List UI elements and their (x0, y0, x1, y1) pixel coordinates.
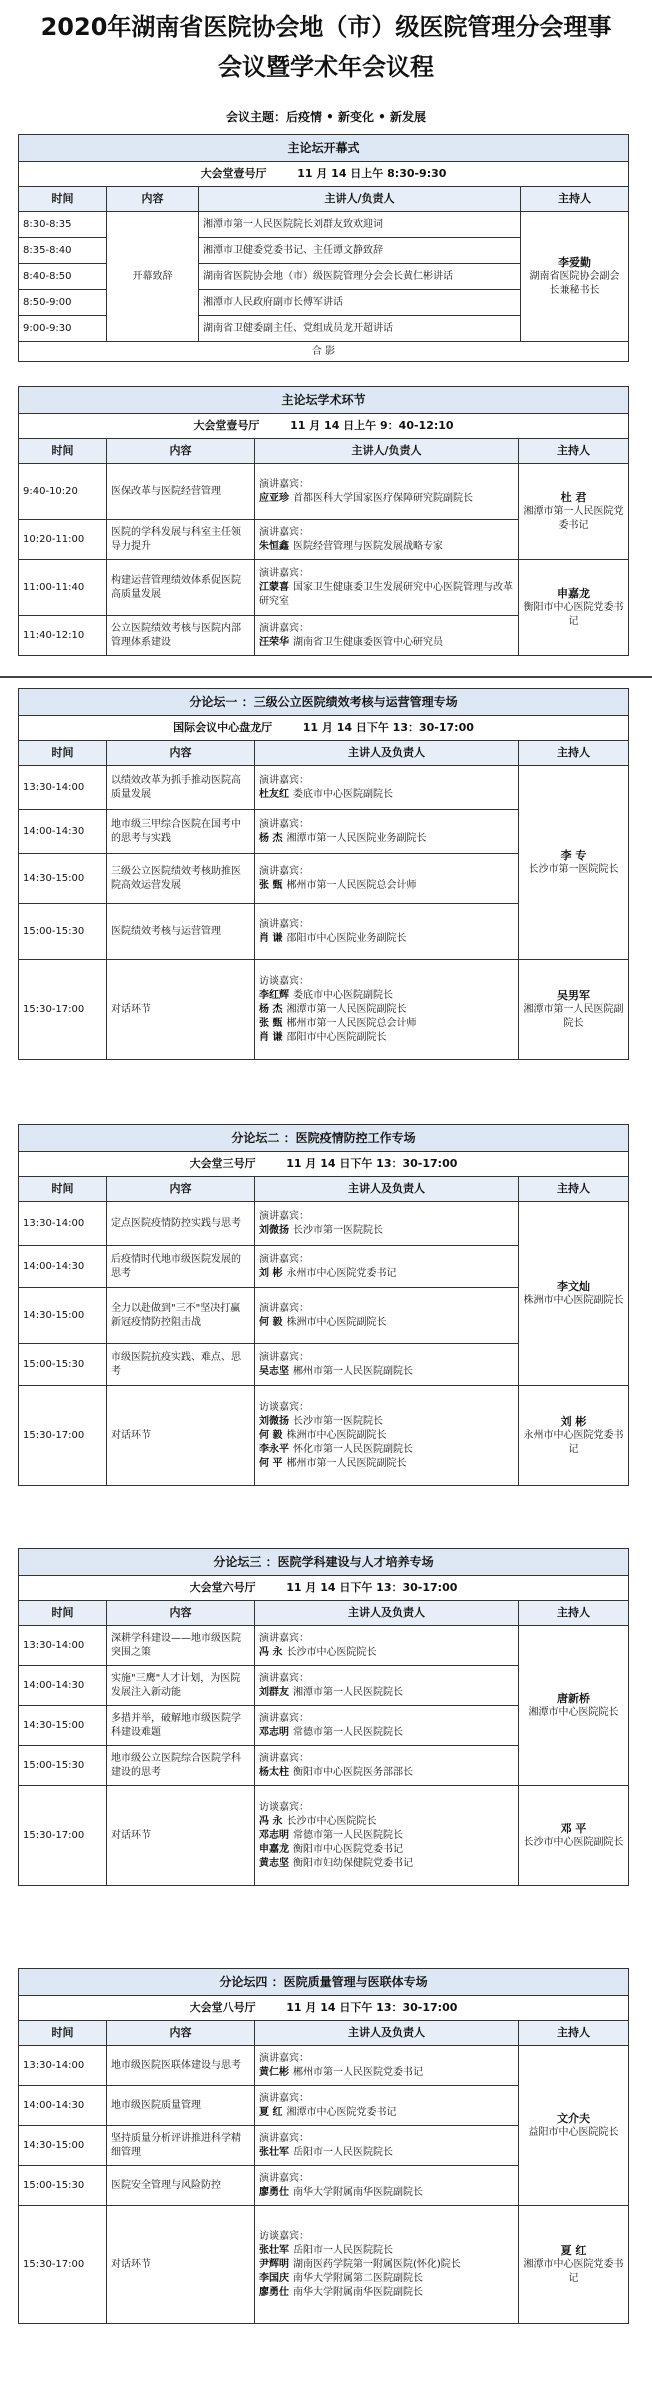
speaker-detail: 长沙市中心医院院长 (286, 1646, 377, 1658)
table-cell-speaker (255, 2086, 519, 2126)
academic-venue-date (19, 414, 629, 439)
speaker-detail: 郴州市第一人民医院总会计师 (286, 879, 417, 891)
interview-label: 访谈嘉宾： (259, 2230, 309, 2242)
table-cell-time: 15:30-17:00 (19, 1786, 107, 1886)
table-cell-content: 对话环节 (107, 2206, 255, 2324)
sub4-host-2 (519, 2206, 629, 2324)
sub4-venue-date (19, 1996, 629, 2021)
table-cell-time: 8:40-8:50 (19, 264, 107, 290)
speech-label: 演讲嘉宾： (259, 478, 309, 490)
table-cell-speaker (255, 2046, 519, 2086)
speech-label: 演讲嘉宾： (259, 818, 309, 830)
table-cell-speaker (255, 2126, 519, 2166)
host-name: 唐新桥 (557, 1691, 590, 1705)
guest-detail: 邵阳市中心医院副院长 (286, 1031, 387, 1043)
guest-name: 肖 谦 (259, 1031, 283, 1043)
academic-table (18, 386, 629, 656)
guest-name: 刘微扬 (259, 1415, 289, 1427)
sub2-host-2 (519, 1386, 629, 1486)
group-photo: 合 影 (19, 342, 629, 362)
table-cell-time: 11:40-12:10 (19, 616, 107, 656)
host-title: 衡阳市中心医院党委书记 (523, 601, 624, 627)
table-cell-time: 14:30-15:00 (19, 2126, 107, 2166)
sub1-venue-date (19, 716, 629, 741)
guest-name: 廖勇仕 (259, 2286, 289, 2298)
sub2-host-1 (519, 1202, 629, 1386)
table-cell-time: 14:00-14:30 (19, 2086, 107, 2126)
speech-label: 演讲嘉宾： (259, 774, 309, 786)
host-name: 邓 平 (560, 1821, 587, 1835)
host-title: 湘潭市中心医院党委书记 (523, 2258, 624, 2284)
col-content: 内容 (107, 1177, 255, 1202)
speaker-detail: 医院经营管理与医院发展战略专家 (293, 540, 443, 552)
interview-guest (259, 2258, 514, 2272)
sub4-title: 分论坛四 ：医院质量管理与医联体专场 (19, 1969, 629, 1996)
guest-name: 尹辉明 (259, 2258, 289, 2270)
table-cell-speaker (255, 1706, 519, 1746)
col-time: 时间 (19, 1177, 107, 1202)
opening-venue: 大会堂壹号厅 (200, 167, 267, 180)
interview-label: 访谈嘉宾： (259, 1801, 309, 1813)
speech-label: 演讲嘉宾： (259, 1672, 309, 1684)
col-speaker: 主讲人/负责人 (199, 187, 521, 212)
table-cell-time: 8:50-9:00 (19, 290, 107, 316)
host-title: 湘潭市中心医院院长 (528, 1706, 619, 1718)
sub1-table (18, 688, 629, 1060)
host-name: 李 专 (560, 848, 587, 862)
academic-host-2 (519, 560, 629, 656)
col-speaker: 主讲人及负责人 (255, 1601, 519, 1626)
speaker-detail: 南华大学附属南华医院副院长 (293, 2186, 423, 2198)
host-name: 李文灿 (557, 1279, 590, 1293)
interview-guest (259, 1415, 514, 1429)
table-cell-content: 多措并举，破解地市级医院学科建设难题 (107, 1706, 255, 1746)
speaker-detail: 湘潭市第一人民医院院长 (293, 1686, 403, 1698)
host-title: 长沙市第一医院院长 (528, 863, 619, 875)
speaker-name: 张 甄 (259, 879, 283, 891)
interview-guest (259, 1857, 514, 1871)
speaker-name: 何 毅 (259, 1316, 283, 1328)
page-title-line2: 会议暨学术年会议程 (218, 53, 434, 81)
interview-cell (255, 1786, 519, 1886)
table-cell-time: 15:30-17:00 (19, 2206, 107, 2324)
table-cell-content: 三级公立医院绩效考核助推医院高效运营发展 (107, 854, 255, 904)
interview-guest (259, 1829, 514, 1843)
interview-guest (259, 989, 514, 1003)
sub2-table (18, 1124, 629, 1486)
sub2-date: 11 月 14 日下午 13：30-17:00 (286, 1157, 458, 1170)
speaker-detail: 邵阳市中心医院业务副院长 (286, 932, 407, 944)
table-cell-content: 公立医院绩效考核与医院内部管理体系建设 (107, 616, 255, 656)
col-content: 内容 (107, 187, 199, 212)
guest-name: 李国庆 (259, 2272, 289, 2284)
interview-guest (259, 1031, 514, 1045)
speaker-detail: 岳阳市一人民医院院长 (293, 2146, 393, 2158)
table-cell-speaker: 湖南省医院协会地（市）级医院管理分会会长黄仁彬讲话 (199, 264, 521, 290)
table-cell-speaker (255, 1288, 519, 1344)
host-name: 杜 君 (560, 490, 587, 504)
interview-label: 访谈嘉宾： (259, 1401, 309, 1413)
table-cell-time: 14:00-14:30 (19, 1246, 107, 1288)
speech-label: 演讲嘉宾： (259, 918, 309, 930)
guest-name: 冯 永 (259, 1815, 283, 1827)
speaker-name: 夏 红 (259, 2106, 283, 2118)
col-speaker: 主讲人及负责人 (255, 2021, 519, 2046)
speaker-name: 江蒙喜 (259, 581, 289, 593)
opening-table (18, 134, 629, 362)
speaker-name: 杜友红 (259, 788, 289, 800)
interview-guest (259, 1443, 514, 1457)
speaker-detail: 长沙市第一医院院长 (293, 1224, 383, 1236)
opening-content: 开幕致辞 (107, 212, 199, 342)
col-content: 内容 (107, 1601, 255, 1626)
sub4-date: 11 月 14 日下午 13：30-17:00 (286, 2001, 458, 2014)
sub3-host-2 (519, 1786, 629, 1886)
table-cell-content: 医保改革与医院经营管理 (107, 464, 255, 520)
sub1-title: 分论坛一 ：三级公立医院绩效考核与运营管理专场 (19, 689, 629, 716)
host-name: 夏 红 (560, 2243, 587, 2257)
host-title: 湖南省医院协会副会长兼秘书长 (529, 270, 620, 296)
table-cell-content: 市级医院抗疫实践、难点、思考 (107, 1344, 255, 1386)
guest-detail: 南华大学附属第二医院副院长 (293, 2272, 423, 2284)
table-cell-content: 医院安全管理与风险防控 (107, 2166, 255, 2206)
speech-label: 演讲嘉宾： (259, 2172, 309, 2184)
table-cell-speaker: 湘潭市卫健委党委书记、主任谭文静致辞 (199, 238, 521, 264)
col-speaker: 主讲人及负责人 (255, 1177, 519, 1202)
host-name: 李爱勤 (558, 255, 591, 269)
table-cell-time: 11:00-11:40 (19, 560, 107, 616)
academic-date: 11 月 14 日上午 9：40-12:10 (290, 419, 454, 432)
sub2-venue-date (19, 1152, 629, 1177)
speaker-name: 汪荣华 (259, 636, 289, 648)
speech-label: 演讲嘉宾： (259, 526, 309, 538)
speaker-name: 杨太柱 (259, 1766, 289, 1778)
speaker-detail: 衡阳市中心医院医务部部长 (293, 1766, 413, 1778)
col-host: 主持人 (519, 439, 629, 464)
table-cell-content: 全力以赴做到"三不"坚决打赢新冠疫情防控阻击战 (107, 1288, 255, 1344)
guest-detail: 湖南医药学院第一附属医院(怀化)院长 (293, 2258, 461, 2270)
speaker-name: 张壮军 (259, 2146, 289, 2158)
table-cell-time: 13:30-14:00 (19, 1202, 107, 1246)
academic-host-1 (519, 464, 629, 560)
table-cell-time: 15:00-15:30 (19, 904, 107, 960)
speaker-detail: 永州市中心医院党委书记 (286, 1267, 397, 1279)
sub4-table (18, 1968, 629, 2324)
interview-guest (259, 1017, 514, 1031)
table-cell-time: 15:00-15:30 (19, 2166, 107, 2206)
speaker-name: 朱恒鑫 (259, 540, 289, 552)
table-cell-time: 14:30-15:00 (19, 854, 107, 904)
host-title: 益阳市中心医院院长 (528, 2126, 619, 2138)
guest-name: 邓志明 (259, 1829, 289, 1841)
table-cell-speaker: 湘潭市人民政府副市长傅军讲话 (199, 290, 521, 316)
speaker-name: 刘群友 (259, 1686, 289, 1698)
table-cell-content: 坚持质量分析评讲推进科学精细管理 (107, 2126, 255, 2166)
interview-label: 访谈嘉宾： (259, 975, 309, 987)
sub1-host-1 (519, 766, 629, 960)
guest-name: 杨 杰 (259, 1003, 283, 1015)
table-cell-speaker (255, 1666, 519, 1706)
table-cell-speaker (255, 2166, 519, 2206)
speaker-detail: 国家卫生健康委卫生发展研究中心医院管理与改革研究室 (259, 581, 513, 607)
guest-detail: 郴州市第一人民医院副院长 (286, 1457, 407, 1469)
col-host: 主持人 (519, 741, 629, 766)
table-cell-speaker (255, 1626, 519, 1666)
speech-label: 演讲嘉宾： (259, 1712, 309, 1724)
table-cell-content: 后疫情时代地市级医院发展的思考 (107, 1246, 255, 1288)
interview-guest (259, 1843, 514, 1857)
host-name: 刘 彬 (560, 1414, 587, 1428)
table-cell-time: 13:30-14:00 (19, 766, 107, 810)
guest-name: 张 甄 (259, 1017, 283, 1029)
opening-date: 11 月 14 日上午 8:30-9:30 (297, 167, 447, 180)
speaker-detail: 湖南省卫生健康委医管中心研究员 (293, 636, 443, 648)
academic-venue: 大会堂壹号厅 (193, 419, 260, 432)
sub3-host-1 (519, 1626, 629, 1786)
table-cell-time: 15:00-15:30 (19, 1344, 107, 1386)
table-cell-time: 13:30-14:00 (19, 2046, 107, 2086)
sub1-date: 11 月 14 日下午 13：30-17:00 (302, 721, 474, 734)
host-name: 申嘉龙 (557, 586, 590, 600)
table-cell-speaker (255, 904, 519, 960)
guest-name: 申嘉龙 (259, 1843, 289, 1855)
section-divider (0, 676, 652, 678)
table-cell-content: 实施"三鹰"人才计划，为医院发展注入新动能 (107, 1666, 255, 1706)
table-cell-content: 构建运营管理绩效体系促医院高质量发展 (107, 560, 255, 616)
speaker-name: 肖 谦 (259, 932, 283, 944)
interview-guest (259, 2286, 514, 2300)
guest-detail: 郴州市第一人民医院总会计师 (286, 1017, 417, 1029)
speaker-name: 吴志坚 (259, 1365, 289, 1377)
speech-label: 演讲嘉宾： (259, 1752, 309, 1764)
guest-detail: 常德市第一人民医院院长 (293, 1829, 403, 1841)
table-cell-time: 14:00-14:30 (19, 810, 107, 854)
guest-detail: 怀化市第一人民医院副院长 (293, 1443, 413, 1455)
guest-detail: 娄底市中心医院副院长 (293, 989, 393, 1001)
speaker-detail: 郴州市第一人民医院副院长 (293, 1365, 413, 1377)
table-cell-content: 对话环节 (107, 1786, 255, 1886)
table-cell-time: 14:30-15:00 (19, 1706, 107, 1746)
academic-title: 主论坛学术环节 (19, 387, 629, 414)
table-cell-content: 深耕学科建设——地市级医院突围之策 (107, 1626, 255, 1666)
speaker-name: 应亚珍 (259, 492, 289, 504)
guest-detail: 衡阳市妇幼保健院党委书记 (293, 1857, 413, 1869)
interview-guest (259, 1003, 514, 1017)
table-cell-content: 对话环节 (107, 960, 255, 1060)
table-cell-content: 地市级公立医院综合医院学科建设的思考 (107, 1746, 255, 1786)
host-title: 长沙市中心医院副院长 (523, 1836, 624, 1848)
sub3-date: 11 月 14 日下午 13：30-17:00 (286, 1581, 458, 1594)
speech-label: 演讲嘉宾： (259, 1351, 309, 1363)
sub3-venue-date (19, 1576, 629, 1601)
interview-guest (259, 1429, 514, 1443)
table-cell-speaker (255, 616, 519, 656)
col-host: 主持人 (519, 1177, 629, 1202)
col-content: 内容 (107, 2021, 255, 2046)
interview-cell (255, 2206, 519, 2324)
host-title: 湘潭市第一人民医院副院长 (523, 1003, 624, 1029)
interview-cell (255, 1386, 519, 1486)
col-host: 主持人 (519, 1601, 629, 1626)
table-cell-speaker: 湘潭市第一人民医院院长刘群友致欢迎词 (199, 212, 521, 238)
col-speaker: 主讲人及负责人 (255, 741, 519, 766)
table-cell-speaker (255, 854, 519, 904)
table-cell-content: 定点医院疫情防控实践与思考 (107, 1202, 255, 1246)
sub3-title: 分论坛三 ：医院学科建设与人才培养专场 (19, 1549, 629, 1576)
table-cell-content: 地市级医院医联体建设与思考 (107, 2046, 255, 2086)
table-cell-content: 医院绩效考核与运营管理 (107, 904, 255, 960)
host-name: 吴男军 (557, 988, 590, 1002)
table-cell-time: 14:00-14:30 (19, 1666, 107, 1706)
guest-detail: 株洲市中心医院副院长 (286, 1429, 387, 1441)
table-cell-speaker (255, 1246, 519, 1288)
table-cell-speaker (255, 810, 519, 854)
col-speaker: 主讲人/负责人 (255, 439, 519, 464)
table-cell-speaker: 湖南省卫健委副主任、党组成员龙开超讲话 (199, 316, 521, 342)
guest-detail: 岳阳市一人民医院院长 (293, 2244, 393, 2256)
speech-label: 演讲嘉宾： (259, 2132, 309, 2144)
table-cell-time: 9:40-10:20 (19, 464, 107, 520)
speech-label: 演讲嘉宾： (259, 1253, 309, 1265)
guest-name: 李永平 (259, 1443, 289, 1455)
speaker-detail: 湘潭市中心医院党委书记 (286, 2106, 397, 2118)
table-cell-content: 医院的学科发展与科室主任领导力提升 (107, 520, 255, 560)
table-cell-content: 地市级医院质量管理 (107, 2086, 255, 2126)
speech-label: 演讲嘉宾： (259, 1632, 309, 1644)
table-cell-content: 对话环节 (107, 1386, 255, 1486)
col-content: 内容 (107, 741, 255, 766)
col-content: 内容 (107, 439, 255, 464)
speech-label: 演讲嘉宾： (259, 622, 309, 634)
guest-name: 黄志坚 (259, 1857, 289, 1869)
guest-detail: 南华大学附属南华医院副院长 (293, 2286, 423, 2298)
table-cell-speaker (255, 1344, 519, 1386)
guest-name: 何 毅 (259, 1429, 283, 1441)
speaker-detail: 首都医科大学国家医疗保障研究院副院长 (293, 492, 473, 504)
speaker-detail: 郴州市第一人民医院党委书记 (293, 2066, 423, 2078)
speech-label: 演讲嘉宾： (259, 865, 309, 877)
speaker-detail: 常德市第一人民医院院长 (293, 1726, 403, 1738)
table-cell-speaker (255, 464, 519, 520)
sub1-venue: 国际会议中心盘龙厅 (173, 721, 273, 734)
speaker-name: 廖勇仕 (259, 2186, 289, 2198)
sub3-table (18, 1548, 629, 1886)
host-title: 湘潭市第一人民医院党委书记 (523, 505, 624, 531)
table-cell-speaker (255, 1202, 519, 1246)
speech-label: 演讲嘉宾： (259, 1302, 309, 1314)
host-title: 株洲市中心医院副院长 (523, 1294, 624, 1306)
speech-label: 演讲嘉宾： (259, 567, 309, 579)
col-time: 时间 (19, 2021, 107, 2046)
speaker-name: 冯 永 (259, 1646, 283, 1658)
table-cell-time: 8:30-8:35 (19, 212, 107, 238)
table-cell-speaker (255, 766, 519, 810)
sub3-venue: 大会堂六号厅 (189, 1581, 256, 1594)
table-cell-time: 15:00-15:30 (19, 1746, 107, 1786)
guest-detail: 长沙市中心医院院长 (286, 1815, 377, 1827)
speech-label: 演讲嘉宾： (259, 2052, 309, 2064)
interview-guest (259, 1815, 514, 1829)
meeting-theme: 会议主题：后疫情 • 新变化 • 新发展 (225, 110, 427, 124)
speaker-detail: 株洲市中心医院副院长 (286, 1316, 387, 1328)
table-cell-time: 15:30-17:00 (19, 1386, 107, 1486)
guest-detail: 长沙市第一医院院长 (293, 1415, 383, 1427)
table-cell-speaker (255, 1746, 519, 1786)
guest-detail: 衡阳市中心医院党委书记 (293, 1843, 403, 1855)
table-cell-content: 地市级三甲综合医院在国考中的思考与实践 (107, 810, 255, 854)
interview-guest (259, 2244, 514, 2258)
speech-label: 演讲嘉宾： (259, 2092, 309, 2104)
host-name: 文介夫 (557, 2111, 590, 2125)
col-time: 时间 (19, 187, 107, 212)
opening-title: 主论坛开幕式 (19, 135, 629, 162)
speaker-name: 刘微扬 (259, 1224, 289, 1236)
table-cell-speaker (255, 520, 519, 560)
speaker-name: 刘 彬 (259, 1267, 283, 1279)
host-title: 永州市中心医院党委书记 (523, 1429, 624, 1455)
table-cell-time: 8:35-8:40 (19, 238, 107, 264)
table-cell-speaker (255, 560, 519, 616)
guest-name: 张壮军 (259, 2244, 289, 2256)
col-host: 主持人 (519, 2021, 629, 2046)
table-cell-time: 13:30-14:00 (19, 1626, 107, 1666)
speaker-detail: 娄底市中心医院副院长 (293, 788, 393, 800)
speaker-name: 邓志明 (259, 1726, 289, 1738)
guest-name: 何 平 (259, 1457, 283, 1469)
speaker-detail: 湘潭市第一人民医院业务副院长 (286, 832, 427, 844)
col-time: 时间 (19, 1601, 107, 1626)
table-cell-time: 10:20-11:00 (19, 520, 107, 560)
sub2-venue: 大会堂三号厅 (189, 1157, 256, 1170)
col-host: 主持人 (521, 187, 629, 212)
opening-host (521, 212, 629, 342)
sub2-title: 分论坛二 ：医院疫情防控工作专场 (19, 1125, 629, 1152)
guest-name: 李红辉 (259, 989, 289, 1001)
sub4-host-1 (519, 2046, 629, 2206)
opening-venue-date (19, 162, 629, 187)
table-cell-content: 以绩效改革为抓手推动医院高质量发展 (107, 766, 255, 810)
speaker-name: 杨 杰 (259, 832, 283, 844)
table-cell-time: 14:30-15:00 (19, 1288, 107, 1344)
col-time: 时间 (19, 741, 107, 766)
speech-label: 演讲嘉宾： (259, 1210, 309, 1222)
sub4-venue: 大会堂八号厅 (189, 2001, 256, 2014)
interview-guest (259, 1457, 514, 1471)
guest-detail: 湘潭市第一人民医院副院长 (286, 1003, 407, 1015)
table-cell-time: 9:00-9:30 (19, 316, 107, 342)
table-cell-time: 15:30-17:00 (19, 960, 107, 1060)
sub1-host-2 (519, 960, 629, 1060)
page-title-line1: 2020年湖南省医院协会地（市）级医院管理分会理事 (40, 13, 612, 41)
col-time: 时间 (19, 439, 107, 464)
interview-cell (255, 960, 519, 1060)
interview-guest (259, 2272, 514, 2286)
speaker-name: 黄仁彬 (259, 2066, 289, 2078)
